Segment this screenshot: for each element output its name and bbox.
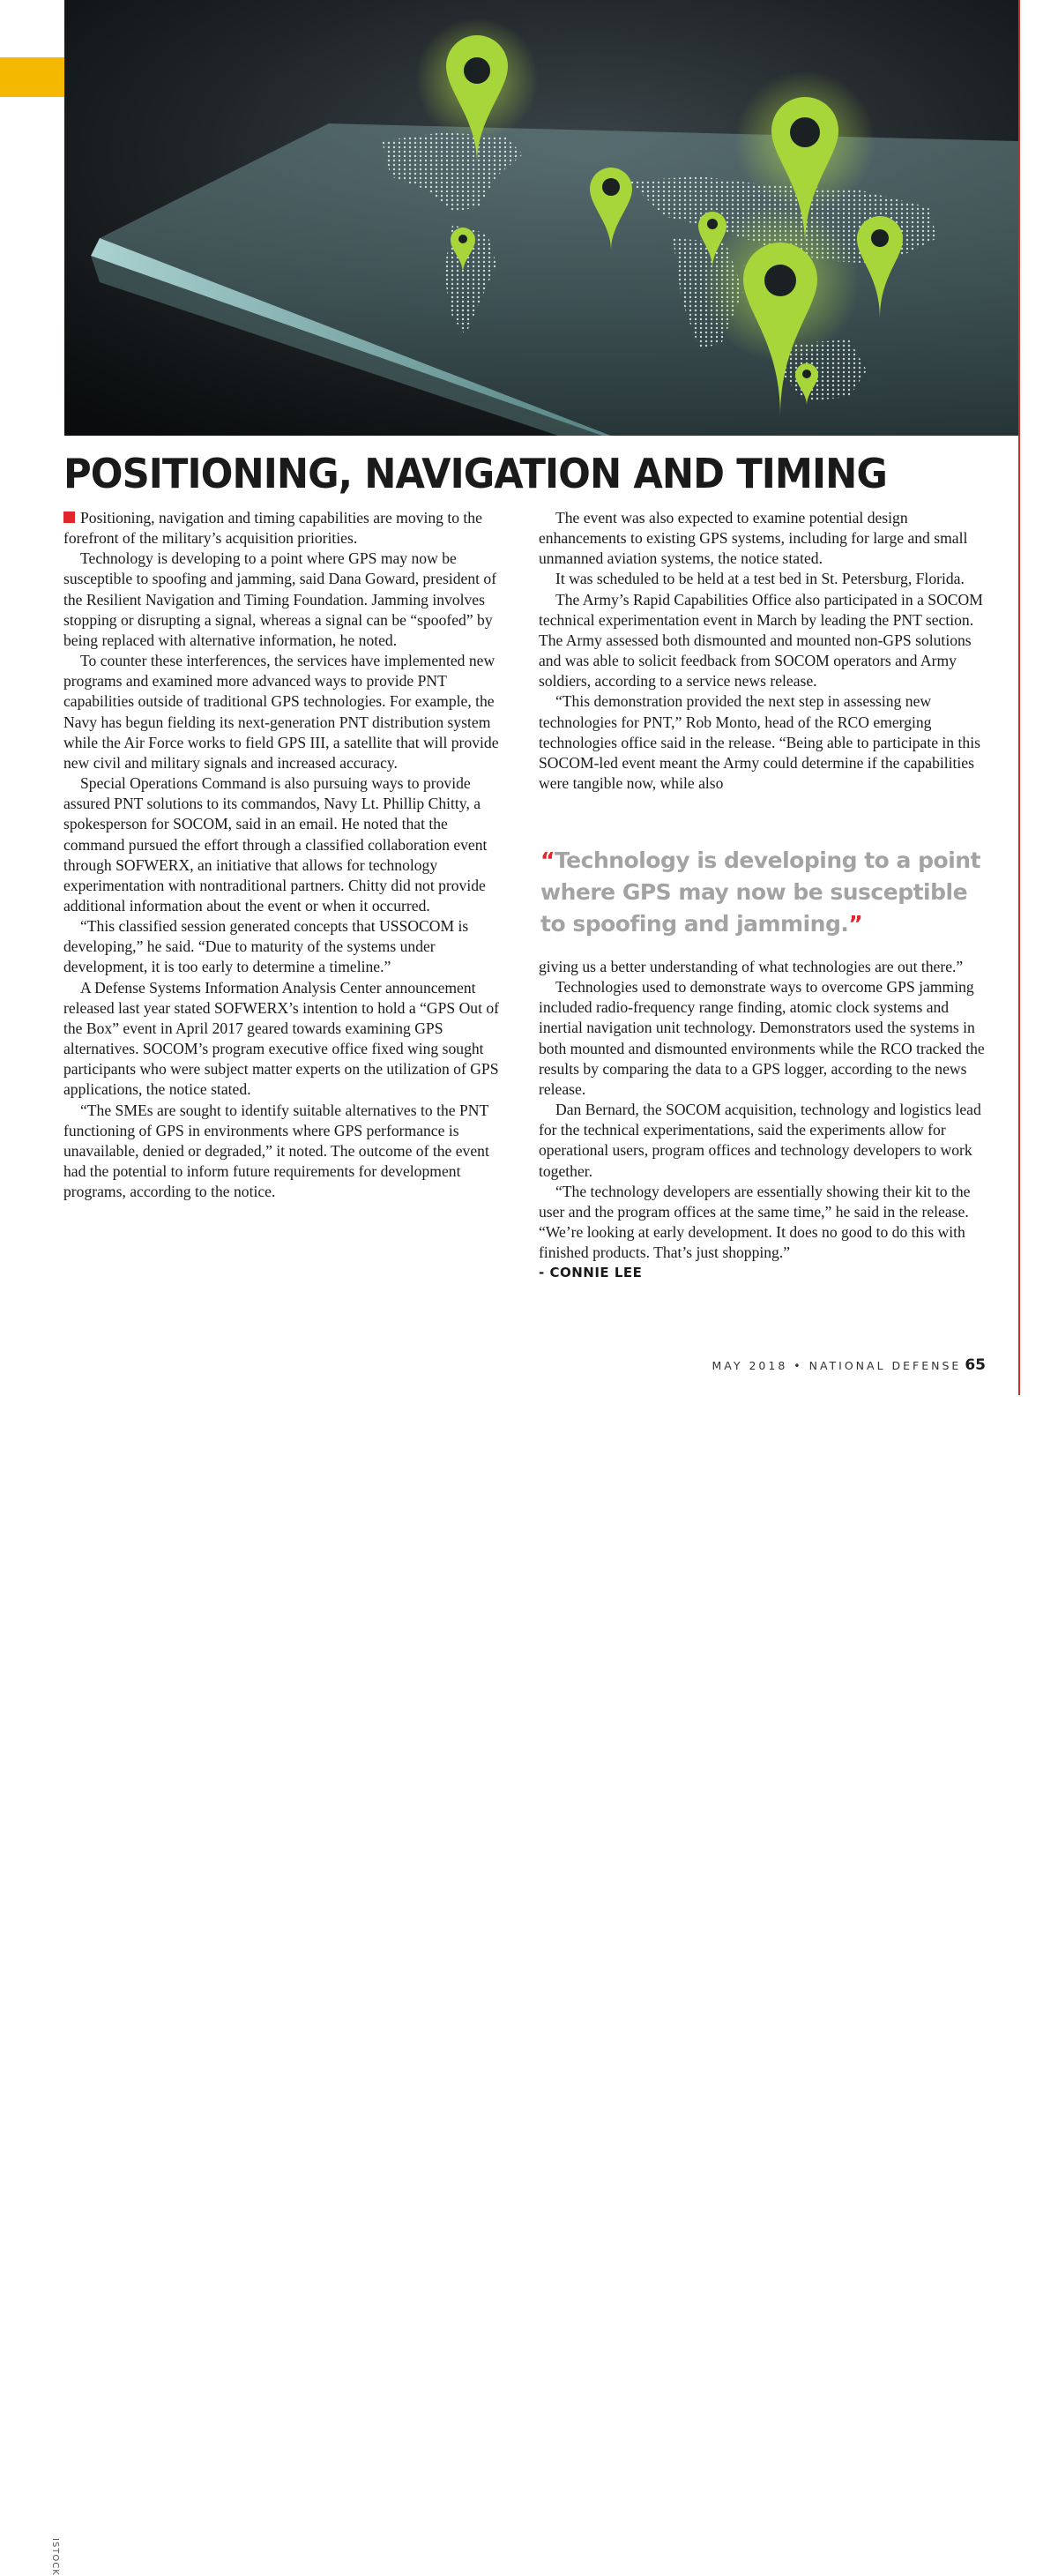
paragraph: The Army’s Rapid Capabilities Office also participated in a SOCOM technical experimentation event in March by leading the PNT section. The Army assessed both dismounted and mounted non-GPS solutions and was able to solicit feedback from SOCOM operators and Army soldiers, according to a service news release.	[539, 590, 983, 691]
page-footer	[712, 1356, 986, 1374]
pull-quote	[540, 845, 981, 940]
paragraph: “This classified session generated concepts that USSOCOM is developing,” he said. “Due to maturity of the systems under development, it is too early to determine a timeline.”	[63, 917, 469, 976]
right-column-bottom	[539, 957, 987, 1284]
paragraph: Special Operations Command is also pursuing ways to provide assured PNT solutions to its commandos, Navy Lt. Phillip Chitty, a spokesperson for SOCOM, said in an email. He noted that the command pursued the effort through a classified collaboration event through SOFWERX, an initiative that allows for technology experimentation with nontraditional partners. Chitty did not provide additional information about the event or when it occurred.	[63, 774, 488, 915]
page-number: 65	[965, 1356, 986, 1374]
byline: - CONNIE LEE	[539, 1265, 643, 1281]
footer-publication: MAY 2018 • NATIONAL DEFENSE	[712, 1359, 962, 1372]
left-column	[63, 508, 511, 1202]
photo-credit-wrapper	[35, 1268, 60, 2576]
right-column-top	[539, 508, 987, 794]
paragraph: “The technology developers are essentially showing their kit to the user and the program offices at the same time,” he said in the release. “We’re looking at early development. It does no good to do this with finished products. That’s just shopping.”	[539, 1182, 971, 1262]
pull-quote-text: Technology is developing to a point where GPS may now be susceptible to spoofing and jamming.	[540, 847, 981, 937]
paragraph: Technologies used to demonstrate ways to overcome GPS jamming included radio-frequency range finding, atomic clock systems and inertial navigation unit technology. Demonstrators used the systems in both mounted and dismounted environments while the RCO tracked the results by comparing the data to a GPS logger, according to the news release.	[539, 978, 985, 1098]
close-quote-mark: ”	[848, 911, 863, 937]
section-start-square-icon	[63, 511, 75, 523]
open-quote-mark: “	[540, 847, 555, 873]
paragraph: giving us a better understanding of what technologies are out there.”	[539, 958, 964, 975]
article-headline: POSITIONING, NAVIGATION AND TIMING	[63, 450, 887, 497]
paragraph: The event was also expected to examine potential design enhancements to existing GPS systems, including for large and small unmanned aviation systems, the notice stated.	[539, 509, 968, 568]
paragraph: “The SMEs are sought to identify suitable alternatives to the PNT functioning of GPS in environments where GPS performance is unavailable, denied or degraded,” it noted. The outcome of the event had the potential to inform future requirements for development programs, according to the notice.	[63, 1101, 489, 1201]
map-pins-illustration	[64, 0, 1018, 436]
photo-credit: ISTOCK	[50, 2538, 60, 2576]
section-tab	[0, 57, 64, 97]
paragraph: A Defense Systems Information Analysis Center announcement released last year stated SOFWERX’s intention to hold a “GPS Out of the Box” event in April 2017 geared towards examining GPS alternatives. SOCOM’s program executive office fixed wing sought participants who were subject matter experts on the utilization of GPS applications, the notice stated.	[63, 978, 500, 1099]
paragraph: Technology is developing to a point where GPS may now be susceptible to spoofing and jamming, said Dana Goward, president of the Resilient Navigation and Timing Foundation. Jamming involves stopping or disrupting a signal, whereas a signal can be “spoofed” by being replaced with alternative information, he noted.	[63, 549, 497, 649]
paragraph: It was scheduled to be held at a test bed in St. Petersburg, Florida.	[555, 570, 965, 588]
paragraph: To counter these interferences, the services have implemented new programs and examined more advanced ways to provide PNT capabilities outside of traditional GPS technologies. For example, the Navy has begun fielding its next-generation PNT distribution system while the Air Force works to field GPS III, a satellite that will provide new civil and military signals and increased accuracy.	[63, 652, 499, 772]
paragraph: Dan Bernard, the SOCOM acquisition, technology and logistics lead for the technical experimentations, said the experiments allow for operational users, program offices and technology developers to work together.	[539, 1101, 981, 1180]
paragraph: Positioning, navigation and timing capabilities are moving to the forefront of the military’s acquisition priorities.	[63, 509, 482, 548]
hero-illustration	[64, 0, 1018, 436]
page-edge-rule	[1018, 0, 1020, 1395]
paragraph: “This demonstration provided the next step in assessing new technologies for PNT,” Rob Monto, head of the RCO emerging technologies office said in the release. “Being able to participate in this SOCOM-led event meant the Army could determine if the capabilities were tangible now, while also	[539, 692, 980, 793]
